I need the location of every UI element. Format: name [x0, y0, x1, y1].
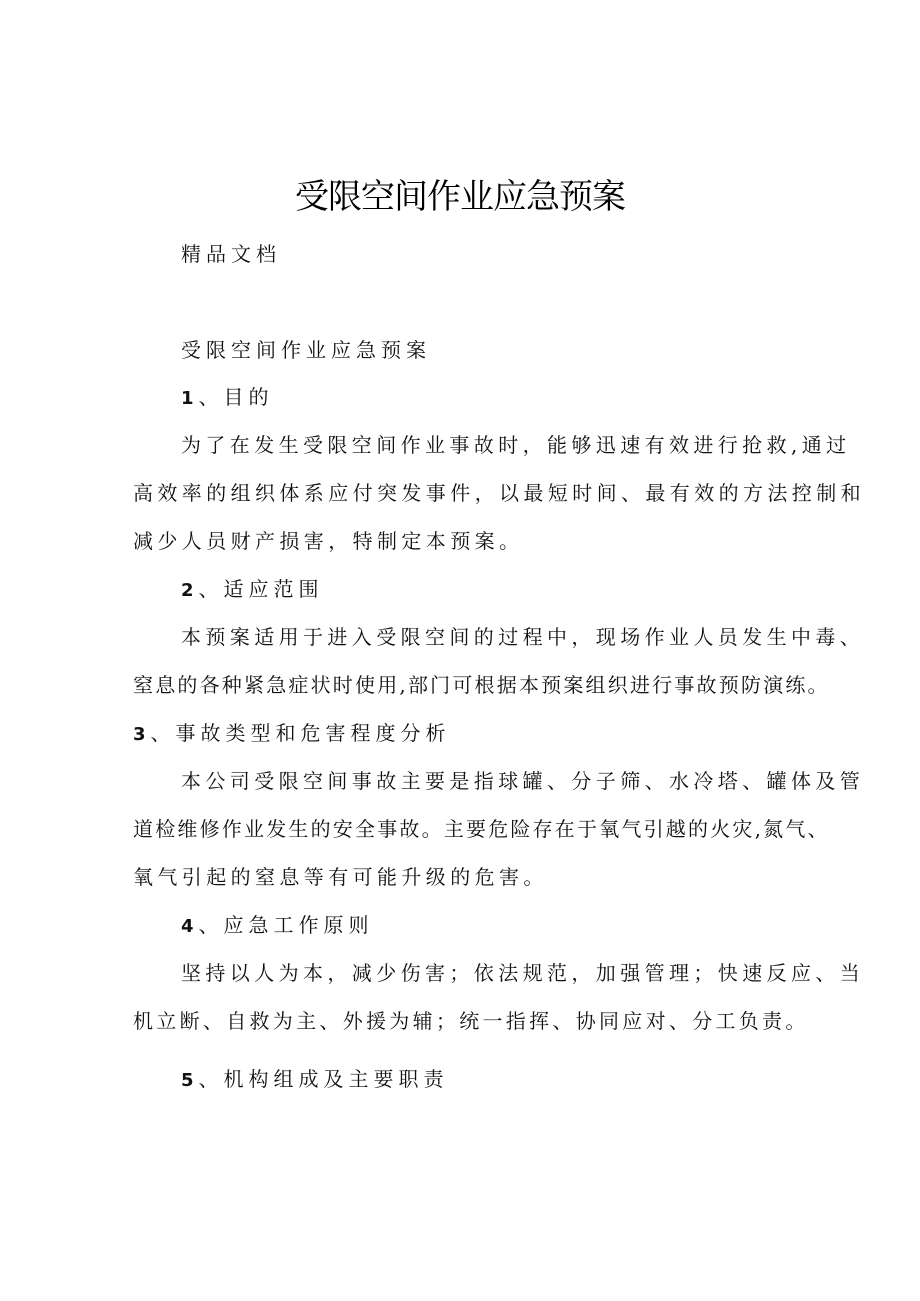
section-1-heading [181, 382, 274, 414]
paragraph-line: 本预案适用于进入受限空间的过程中，现场作业人员发生中毒、 [181, 625, 865, 649]
section-2-heading [181, 574, 324, 606]
section-separator: 、 [198, 385, 224, 409]
section-title: 事故类型和危害程度分析 [175, 721, 451, 745]
paragraph-line: 坚持以人为本，减少伤害；依法规范，加强管理；快速反应、当 [181, 961, 865, 985]
section-title: 应急工作原则 [223, 913, 374, 937]
section-number: 1 [181, 388, 199, 409]
section-number: 4 [181, 916, 199, 937]
section-number: 2 [181, 580, 199, 601]
section-title: 目的 [223, 385, 274, 409]
paragraph-line: 为了在发生受限空间作业事故时，能够迅速有效进行抢救,通过 [181, 433, 851, 457]
paragraph-line: 道检维修作业发生的安全事故。主要危险存在于氧气引越的火灾,氮气、 [133, 817, 830, 841]
paragraph-line: 氧气引起的窒息等有可能升级的危害。 [133, 865, 548, 889]
paragraph-line: 本公司受限空间事故主要是指球罐、分子筛、水冷塔、罐体及管 [181, 769, 865, 793]
section-separator: 、 [198, 577, 224, 601]
paragraph-line: 窒息的各种紧急症状时使用,部门可根据本预案组织进行事故预防演练。 [133, 673, 830, 697]
watermark-label: 精品文档 [181, 242, 281, 266]
section-number: 5 [181, 1070, 199, 1091]
section-3-heading [133, 718, 451, 750]
section-number: 3 [133, 724, 151, 745]
paragraph-line: 高效率的组织体系应付突发事件，以最短时间、最有效的方法控制和 [133, 481, 865, 505]
paragraph-line: 减少人员财产损害，特制定本预案。 [133, 529, 524, 553]
section-separator: 、 [150, 721, 176, 745]
document-title: 受限空间作业应急预案 [295, 177, 625, 217]
section-separator: 、 [198, 913, 224, 937]
section-separator: 、 [198, 1067, 224, 1091]
paragraph-line: 机立断、自救为主、外援为辅；统一指挥、协同应对、分工负责。 [133, 1009, 809, 1033]
section-4-heading [181, 910, 374, 942]
section-title: 机构组成及主要职责 [223, 1067, 449, 1091]
section-5-heading [181, 1064, 449, 1096]
document-subtitle: 受限空间作业应急预案 [181, 338, 431, 362]
section-title: 适应范围 [223, 577, 324, 601]
